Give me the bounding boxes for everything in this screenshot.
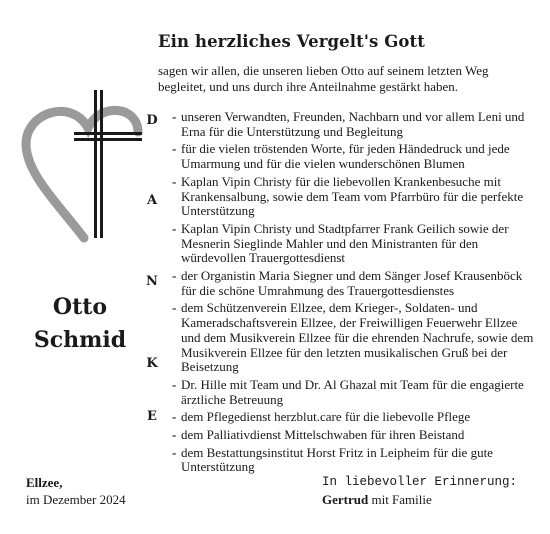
heart-outline-icon — [26, 110, 138, 238]
thanks-list — [172, 110, 536, 478]
dank-letter: A — [146, 193, 158, 208]
bullet-dash: - — [172, 409, 177, 425]
bullet-dash: - — [172, 376, 177, 392]
dank-letter: E — [147, 409, 157, 424]
bullet-dash: - — [172, 109, 177, 124]
place-name: Ellzee, — [26, 475, 63, 490]
thanks-item — [172, 378, 536, 407]
thanks-item — [172, 410, 536, 425]
thanks-text: dem Palliativdienst Mittelschwaben für ihren Beistand — [181, 427, 465, 443]
bullet-dash: - — [172, 427, 177, 443]
bullet-dash: - — [172, 444, 177, 460]
thanks-text: der Organistin Maria Siegner und dem Sänger Josef Krausenböck für die schöne Umrahmung des Trauergottesdienstes — [181, 268, 523, 298]
thanks-text: unseren Verwandten, Freunden, Nachbarn und vor allem Leni und Erna für die Unterstützung und Begleitung — [181, 109, 525, 139]
place-date-block — [26, 474, 126, 508]
bullet-dash: - — [172, 141, 177, 157]
thanks-text: Kaplan Vipin Christy und Stadtpfarrer Frank Geilich sowie der Mesnerin Sieglinde Mahler und den Ministranten für den würdevollen Trauergottesdienst — [181, 220, 509, 266]
signer-suffix: mit Familie — [371, 492, 432, 507]
thanks-text: Kaplan Vipin Christy für die liebevollen Krankenbesuche mit Krankensalbung, sowie dem Team vom Pfarrbüro für die perfekte Unterstützung — [181, 173, 524, 219]
bullet-dash: - — [172, 220, 177, 236]
thanks-item — [172, 301, 536, 375]
thanks-item — [172, 446, 536, 475]
closing-line: In liebevoller Erinnerung: — [322, 475, 518, 489]
thanks-item — [172, 428, 536, 443]
heart-cross-emblem — [20, 88, 150, 248]
thanks-text: für die vielen tröstenden Worte, für jeden Händedruck und jede Umarmung und für die vielen wunderschönen Blumen — [181, 141, 510, 172]
thanks-text: dem Pflegedienst herzblut.care für die liebevolle Pflege — [181, 409, 471, 425]
deceased-first-name: Otto — [52, 294, 108, 320]
thanks-text: Dr. Hille mit Team und Dr. Al Ghazal mit Team für die engagierte ärztliche Betreuung — [181, 376, 524, 407]
dank-letter: D — [146, 113, 158, 128]
thanks-item — [172, 142, 536, 171]
thanks-text: dem Schützenverein Ellzee, dem Krieger-, Soldaten- und Kameradschaftsverein Ellzee, der Freiwilligen Feuerwehr Ellzee und dem Musikverein Ellzee für die ehrenden Nachrufe, sowie dem Musikverein Ellzee für den letzten musikalischen Gruß bei der Beisetzung — [181, 300, 534, 375]
bullet-dash: - — [172, 268, 177, 284]
deceased-last-name: Schmid — [33, 327, 127, 353]
bullet-dash: - — [172, 300, 177, 316]
thanks-item — [172, 269, 536, 298]
bullet-dash: - — [172, 173, 177, 189]
dank-letter: N — [146, 274, 158, 289]
signer-line — [322, 491, 517, 508]
thanks-item — [172, 110, 536, 139]
thanks-item — [172, 222, 536, 266]
thanks-text: dem Bestattungsinstitut Horst Fritz in Leipheim für die gute Unterstützung — [181, 444, 493, 475]
thanks-item — [172, 175, 536, 219]
heading: Ein herzliches Vergelt's Gott — [158, 32, 425, 51]
intro-text: sagen wir allen, die unseren lieben Otto auf seinem letzten Weg begleitet, und uns durch ihre Anteilnahme gestärkt haben. — [158, 63, 489, 94]
signer-name: Gertrud — [322, 492, 369, 507]
closing-block — [322, 474, 517, 508]
dank-letter: K — [146, 356, 158, 371]
date-line: im Dezember 2024 — [26, 492, 126, 507]
